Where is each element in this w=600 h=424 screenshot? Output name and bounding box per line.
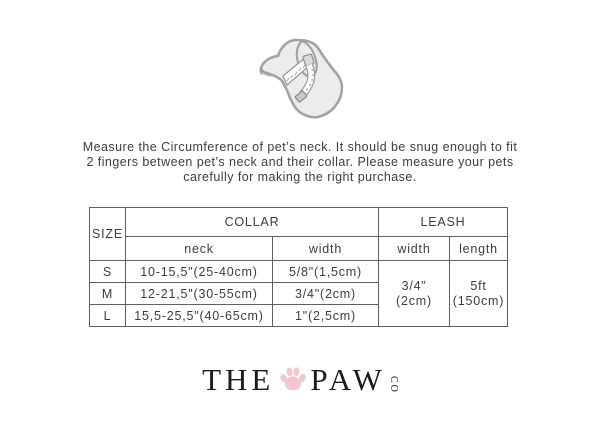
logo-paw: PAW bbox=[310, 362, 386, 397]
dog-with-measuring-tape-icon bbox=[254, 24, 350, 120]
table-row bbox=[90, 261, 508, 283]
logo-the: THE bbox=[202, 362, 275, 397]
leash-width-cell bbox=[379, 261, 450, 327]
size-cell-l: L bbox=[90, 305, 126, 327]
size-cell-s: S bbox=[90, 261, 126, 283]
leash-length-line1: 5ft bbox=[470, 278, 487, 293]
subheader-collar-width: width bbox=[273, 237, 379, 261]
leash-length-cell bbox=[450, 261, 508, 327]
collar-width-cell-m: 3/4"(2cm) bbox=[273, 283, 379, 305]
neck-cell-s: 10-15,5"(25-40cm) bbox=[126, 261, 273, 283]
subheader-collar-neck: neck bbox=[126, 237, 273, 261]
dog-measure-illustration bbox=[254, 24, 350, 120]
collar-width-cell-l: 1"(2,5cm) bbox=[273, 305, 379, 327]
subheader-leash-length: length bbox=[450, 237, 508, 261]
instructions-line-1: Measure the Circumference of pet’s neck. It should be snug enough to fit bbox=[82, 140, 518, 154]
size-cell-m: M bbox=[90, 283, 126, 305]
header-size: SIZE bbox=[90, 208, 126, 261]
logo-co: CO bbox=[387, 376, 399, 394]
measurement-instructions bbox=[0, 140, 600, 185]
size-chart-table bbox=[89, 207, 508, 327]
collar-width-cell-s: 5/8"(1,5cm) bbox=[273, 261, 379, 283]
leash-length-line2: (150cm) bbox=[452, 293, 505, 308]
header-leash: LEASH bbox=[379, 208, 508, 237]
brand-logo bbox=[0, 362, 600, 398]
paw-icon bbox=[279, 366, 307, 394]
neck-cell-l: 15,5-25,5"(40-65cm) bbox=[126, 305, 273, 327]
instructions-line-3: carefully for making the right purchase. bbox=[183, 170, 417, 184]
neck-cell-m: 12-21,5"(30-55cm) bbox=[126, 283, 273, 305]
header-collar: COLLAR bbox=[126, 208, 379, 237]
leash-width-line1: 3/4” bbox=[401, 278, 427, 293]
instructions-line-2: 2 fingers between pet’s neck and their collar. Please measure your pets bbox=[86, 155, 514, 169]
leash-width-line2: (2cm) bbox=[396, 293, 432, 308]
subheader-leash-width: width bbox=[379, 237, 450, 261]
